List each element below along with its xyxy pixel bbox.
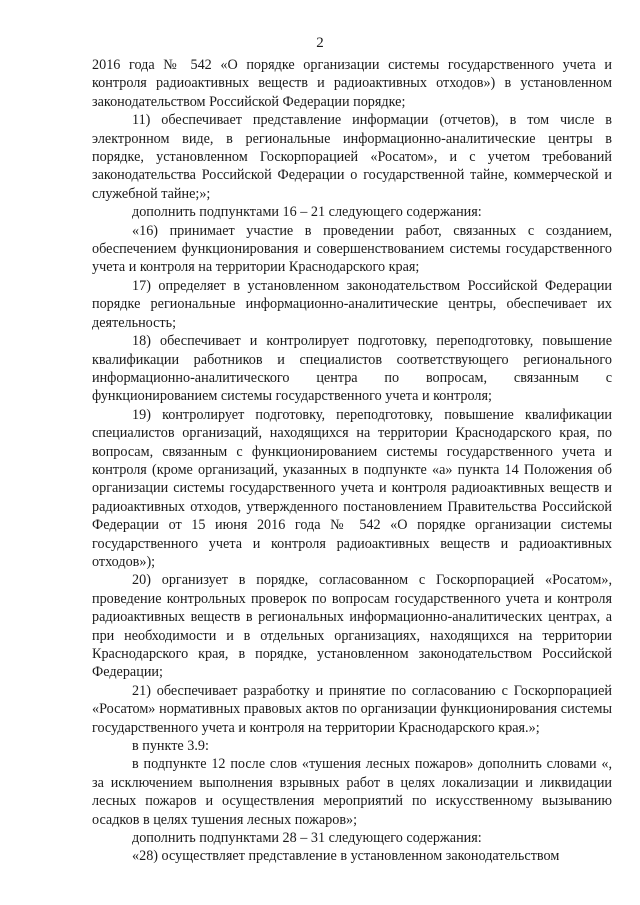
paragraph: дополнить подпунктами 16 – 21 следующего содержания: <box>132 204 482 221</box>
paragraph: 11) обеспечивает представление информации (отчетов), в том числе в электронном виде, в региональные информационно-аналитические центры в порядке, установленном Госкорпорацией «Росатом», и с учетом требований законодательства Российской Федерации о государственной тайне, коммерческой и служебной тайне;»; <box>92 112 612 202</box>
paragraph: в подпункте 12 после слов «тушения лесных пожаров» дополнить словами «, за исключением выполнения взрывных работ в целях локализации и ликвидации лесных пожаров и осуществления мероприятий по искусственному вызыванию осадков в целях тушения лесных пожаров»; <box>92 756 612 828</box>
paragraph: 20) организует в порядке, согласованном с Госкорпорацией «Росатом», проведение контрольных проверок по вопросам государственного учета и контроля радиоактивных веществ в региональных информационно-аналитических центрах, а при необходимости и в отдельных организациях, находящихся на территории Краснодарского края, в порядке, установленном законодательством Российской Федерации; <box>92 572 612 681</box>
paragraph: 21) обеспечивает разработку и принятие по согласованию с Госкорпорацией «Росатом» нормативных правовых актов по организации функционирования системы государственного учета и контроля на территории Краснодарского края.»; <box>92 682 612 736</box>
paragraph: «28) осуществляет представление в установленном законодательством <box>132 848 560 865</box>
paragraph: «16) принимает участие в проведении работ, связанных с созданием, обеспечением функционирования и совершенствованием системы государственного учета и контроля на территории Краснодарского края; <box>92 222 612 276</box>
paragraph: 17) определяет в установленном законодательством Российской Федерации порядке региональные информационно-аналитические центры, обеспечивает их деятельность; <box>92 277 612 331</box>
paragraph: дополнить подпунктами 28 – 31 следующего содержания: <box>132 830 482 847</box>
paragraph: 2016 года № 542 «О порядке организации системы государственного учета и контроля радиоактивных веществ и радиоактивных отходов») в установленном законодательством Российской Федерации порядке; <box>92 57 612 110</box>
paragraph: 18) обеспечивает и контролирует подготовку, переподготовку, повышение квалификации работников и специалистов соответствующего регионального информационно-аналитического центра по вопросам, связанным с функционированием системы государственного учета и контроля; <box>92 333 612 405</box>
paragraph: 19) контролирует подготовку, переподготовку, повышение квалификации специалистов организаций, находящихся на территории Краснодарского края, по вопросам, связанным с функционированием системы государственного учета и контроля (кроме организаций, указанных в подпункте «а» пункта 14 Положения об организации системы государственного учета и контроля радиоактивных веществ и радиоактивных отходов, утвержденного постановлением Правительства Российской Федерации от 15 июня 2016 года № 542 «О порядке организации системы государственного учета и контроля радиоактивных веществ и радиоактивных отходов»); <box>92 406 612 570</box>
document-body <box>92 56 612 866</box>
paragraph: в пункте 3.9: <box>132 738 209 755</box>
page-number: 2 <box>316 35 324 51</box>
